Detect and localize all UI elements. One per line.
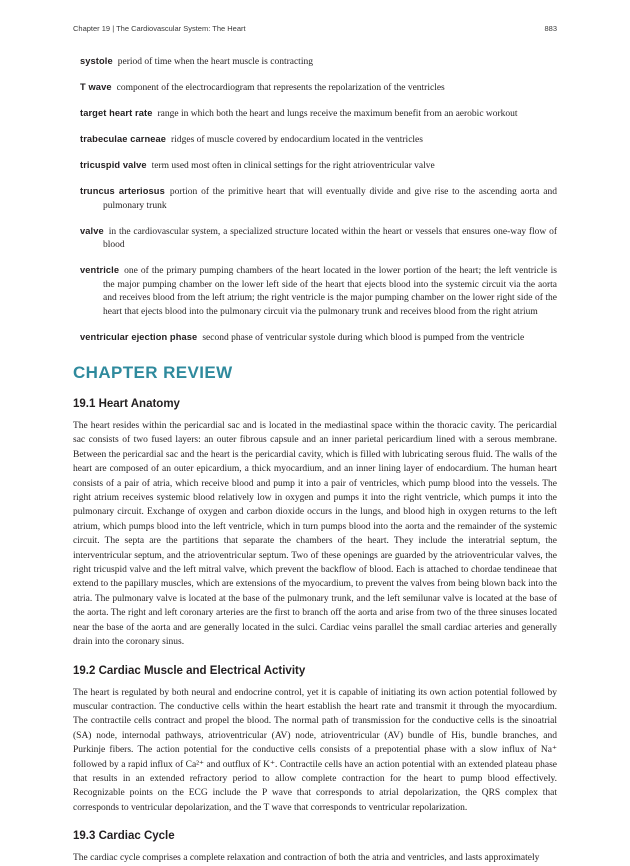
glossary-definition: ridges of muscle covered by endocardium located in the ventricles: [171, 135, 423, 145]
glossary-entry: [80, 133, 557, 148]
glossary-entry: [80, 225, 557, 253]
review-section: [73, 665, 557, 816]
section-heading: 19.3 Cardiac Cycle: [73, 830, 175, 843]
glossary-term: target heart rate: [80, 108, 153, 118]
glossary-term: truncus arteriosus: [80, 186, 165, 196]
chapter-review-heading: CHAPTER REVIEW: [73, 363, 233, 382]
glossary-entry: [80, 107, 557, 122]
section-body: The cardiac cycle comprises a complete relaxation and contraction of both the atria and ventricles, and lasts approximately: [73, 853, 540, 864]
glossary-definition: term used most often in clinical settings for the right atrioventricular valve: [151, 161, 435, 171]
glossary-term: T wave: [80, 82, 112, 92]
glossary-entry: [80, 185, 557, 213]
glossary-entry: [80, 264, 557, 319]
section-body: The heart is regulated by both neural and endocrine control, yet it is capable of initiating its own action potential followed by muscular contraction. The conductive cells within the heart establish the heart rate and transmit it through the myocardium. The contractile cells contract and propel the blood. The normal path of transmission for the conductive cells is the sinoatrial (SA) node, internodal pathways, atrioventricular (AV) node, atrioventricular (AV) bundle of His, bundle branches, and Purkinje fibers. The action potential for the conductive cells consists of a prepotential phase with a slow influx of Na⁺ followed by a rapid influx of Ca²⁺ and outflux of K⁺. Contractile cells have an action potential with an extended plateau phase that results in an extended refractory period to allow complete contraction for the heart to pump blood effectively. Recognizable points on the ECG include the P wave that corresponds to atrial depolarization, the QRS complex that corresponds to ventricular depolarization, and the T wave that corresponds to ventricular repolarization.: [73, 687, 557, 813]
page-number: 883: [544, 24, 557, 33]
page-content: [73, 55, 557, 866]
glossary-entry: [80, 159, 557, 174]
glossary-term: ventricle: [80, 265, 120, 275]
glossary-entry: [80, 55, 557, 70]
glossary-definition: range in which both the heart and lungs receive the maximum benefit from an aerobic workout: [157, 109, 518, 119]
glossary-term: trabeculae carneae: [80, 134, 167, 144]
glossary-entry: [80, 331, 557, 346]
glossary-entry: [80, 81, 557, 96]
running-header-title: Chapter 19 | The Cardiovascular System: The Heart: [73, 24, 246, 33]
glossary-definition: period of time when the heart muscle is contracting: [117, 57, 313, 67]
glossary-term: ventricular ejection phase: [80, 331, 198, 342]
glossary-term: systole: [80, 56, 113, 66]
review-section: [73, 830, 557, 865]
review-section: [73, 398, 557, 650]
glossary-list: [80, 55, 557, 345]
section-heading: 19.1 Heart Anatomy: [73, 398, 180, 410]
glossary-definition: second phase of ventricular systole during which blood is pumped from the ventricle: [202, 332, 525, 343]
glossary-definition: component of the electrocardiogram that represents the repolarization of the ventricles: [116, 83, 445, 93]
glossary-definition: in the cardiovascular system, a specialized structure located within the heart or vessels that ensures one-way flow of blood: [103, 226, 557, 250]
section-heading: 19.2 Cardiac Muscle and Electrical Activity: [73, 664, 306, 677]
glossary-definition: one of the primary pumping chambers of the heart located in the lower portion of the heart; the left ventricle is the major pumping chamber on the lower left side of the heart that ejects blood into the systemic circuit via the aorta and receives blood from the left atrium; the right ventricle is the major pumping chamber on the lower right side of the heart that ejects blood into the pulmonary circuit via the pulmonary trunk and receives blood from the right atrium: [103, 266, 557, 317]
glossary-definition: portion of the primitive heart that will eventually divide and give rise to the ascending aorta and pulmonary trunk: [103, 187, 557, 211]
section-body: The heart resides within the pericardial sac and is located in the mediastinal space within the thoracic cavity. The pericardial sac consists of two fused layers: an outer fibrous capsule and an inner parietal pericardium lined with a serous membrane. Between the pericardial sac and the heart is the pericardial cavity, which is filled with lubricating serous fluid. The walls of the heart are composed of an outer epicardium, a thick myocardium, and an inner lining layer of endocardium. The human heart consists of a pair of atria, which receive blood and pump it into a pair of ventricles, which pump blood into the vessels. The right atrium receives systemic blood relatively low in oxygen and pumps it into the right ventricle, which pumps it into the pulmonary circuit. Exchange of oxygen and carbon dioxide occurs in the lungs, and blood high in oxygen returns to the left atrium, which pumps blood into the left ventricle, which in turn pumps blood into the aorta and the remainder of the systemic circuit. The septa are the partitions that separate the chambers of the heart. They include the interatrial septum, the interventricular septum, and the atrioventricular septum. Two of these openings are guarded by the atrioventricular valves, the right tricuspid valve and the left mitral valve, which prevent the backflow of blood. Each is attached to chordae tendineae that extend to the papillary muscles, which are extensions of the myocardium, to prevent the valves from being blown back into the atria. The pulmonary valve is located at the base of the pulmonary trunk, and the left semilunar valve is located at the base of the aorta. The right and left coronary arteries are the first to branch off the aorta and arise from two of the three sinuses located near the base of the aorta and are generally located in the sulci. Cardiac veins parallel the small cardiac arteries and generally drain into the coronary sinus.: [73, 421, 557, 648]
glossary-term: tricuspid valve: [80, 160, 147, 170]
glossary-term: valve: [80, 225, 104, 236]
running-header: [73, 24, 557, 33]
